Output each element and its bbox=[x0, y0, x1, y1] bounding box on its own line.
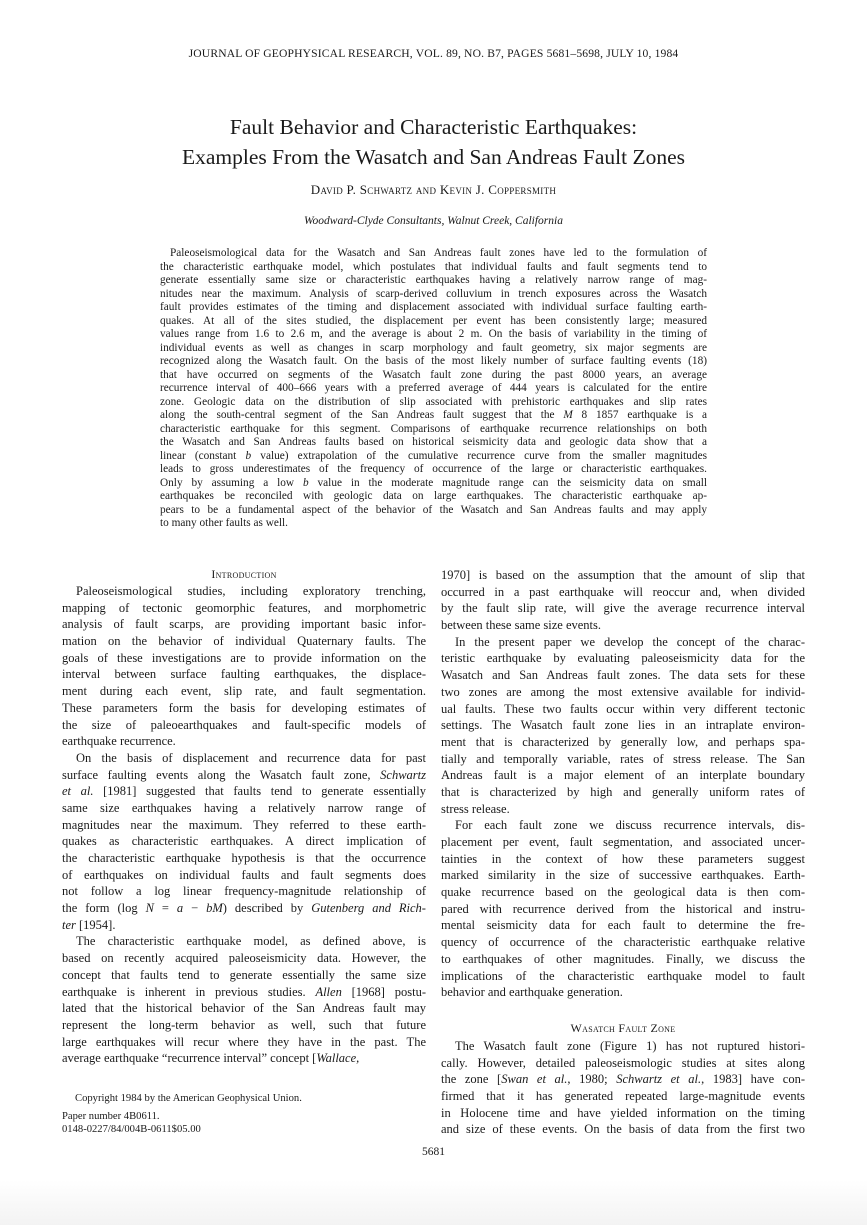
body-line: earthquake is inherent in previous studies. Allen [1968] postu- bbox=[62, 984, 426, 999]
body-line: marked similarity in the size of successive earthquakes. Earth- bbox=[441, 868, 805, 883]
body-line: ment during each event, slip rate, and fault segmentation. bbox=[62, 684, 426, 699]
section-heading-wasatch: Wasatch Fault Zone bbox=[570, 1021, 676, 1035]
abstract-line: along the south-central segment of the San Andreas fault suggest that the M 8 1857 earthquake is a bbox=[160, 409, 708, 421]
body-line: the size of paleoearthquakes and fault-specific models of bbox=[62, 717, 426, 732]
paper-code: 0148-0227/84/004B-0611$05.00 bbox=[62, 1124, 201, 1135]
body-line: in Holocene time and have yielded information on the timing bbox=[441, 1105, 805, 1120]
abstract-line: recurrence interval of 400–666 years with a preferred average of 444 years is calculated for the entire bbox=[160, 382, 707, 394]
left-column bbox=[62, 583, 426, 1067]
body-line: On the basis of displacement and recurrence data for past bbox=[76, 750, 426, 765]
body-line: placement per event, fault segmentation, and associated uncer- bbox=[441, 835, 805, 849]
body-line: mapping of tectonic geomorphic features, and morphometric bbox=[62, 600, 426, 615]
abstract-line: earthquakes be reconciled with geologic data on large earthquakes. The characteristic earthquake ap- bbox=[160, 490, 707, 502]
body-line: ter [1954]. bbox=[62, 917, 116, 932]
body-line: two zones are among the most extensive available for individ- bbox=[441, 684, 805, 699]
abstract-line: characteristic earthquake for this segment. Comparisons of earthquake recurrence relationships on both bbox=[160, 422, 707, 435]
body-line: Wasatch and San Andreas fault zones. The data sets for these bbox=[441, 668, 805, 683]
body-line: cally. However, detailed paleoseismologic studies at sites along bbox=[441, 1055, 805, 1070]
body-line: represent the long-term behavior as well, such that future bbox=[62, 1017, 426, 1032]
body-line: pared with recurrence derived from the historical and instru- bbox=[441, 901, 805, 916]
body-line: ment that is characterized by generally low, and perhaps spa- bbox=[441, 734, 805, 749]
affiliation: Woodward-Clyde Consultants, Walnut Creek, California bbox=[304, 215, 563, 227]
abstract-line: recognized along the Wasatch fault. On the basis of the most likely number of surface faulting events (18) bbox=[160, 355, 707, 367]
body-line: Paleoseismological studies, including exploratory trenching, bbox=[76, 584, 426, 598]
body-line: between these same size events. bbox=[441, 618, 602, 633]
abstract-line: individual events as well as changes in scarp morphology and fault geometry, six major segments are bbox=[160, 341, 707, 354]
abstract-line: quakes. At all of the sites studied, the displacement per event has been consistently large; measured bbox=[160, 314, 707, 327]
body-line: concept that faults tend to generate essentially the same size bbox=[62, 967, 426, 982]
abstract-line: pears to be a fundamental aspect of the behavior of the Wasatch and San Andreas faults and may apply bbox=[160, 503, 707, 516]
abstract-line: that have occurred on segments of the Wasatch fault zone during the past 8000 years, an average bbox=[160, 368, 707, 381]
body-line: 1970] is based on the assumption that the amount of slip that bbox=[441, 568, 805, 582]
body-line: by the fault slip rate, will give the average recurrence interval bbox=[441, 601, 805, 616]
body-line: magnitudes near the maximum. They referred to these earth- bbox=[62, 817, 426, 832]
body-line: goals of these investigations are to provide information on the bbox=[62, 650, 426, 665]
abstract-line: to many other faults as well. bbox=[160, 517, 289, 529]
abstract-line: leads to gross underestimates of the frequency of occurrence of the large or characteristic earthquakes. bbox=[160, 463, 707, 475]
body-line: quake recurrence based on the geological data is then com- bbox=[441, 885, 805, 900]
paper-identifiers bbox=[62, 1110, 201, 1136]
title-line-2: Examples From the Wasatch and San Andreas Fault Zones bbox=[181, 145, 686, 169]
abstract-line: Paleoseismological data for the Wasatch and San Andreas fault zones have led to the formulation of bbox=[170, 247, 707, 259]
abstract-line: fault provides estimates of the timing and displacement associated with individual surface faulting earth- bbox=[160, 301, 707, 313]
body-line: interval between surface faulting earthquakes, the displace- bbox=[62, 667, 426, 682]
abstract-line: the characteristic earthquake model, which postulates that individual faults and fault segments tend to bbox=[160, 260, 707, 273]
paper-title bbox=[0, 112, 867, 172]
section-heading-introduction: Introduction bbox=[211, 567, 277, 581]
abstract-line: zone. Geologic data on the distribution of slip associated with prehistoric earthquakes and slip rates bbox=[160, 395, 707, 408]
body-line: surface faulting events along the Wasatch fault zone, Schwartz bbox=[62, 767, 426, 782]
body-line: behavior and earthquake generation. bbox=[441, 985, 623, 1000]
body-line: the characteristic earthquake hypothesis is that the occurrence bbox=[62, 851, 426, 865]
body-line: settings. The Wasatch fault zone lies in an intraplate environ- bbox=[441, 718, 805, 733]
abstract-line: linear (constant b value) extrapolation of the cumulative recurrence curve from the smaller magnitudes bbox=[160, 449, 707, 462]
body-line: not follow a log linear frequency-magnitude relationship of bbox=[62, 884, 426, 899]
body-line: the form (log N = a − bM) described by Gutenberg and Rich- bbox=[62, 901, 426, 916]
body-line: Andreas fault is a major element of an interplate boundary bbox=[441, 768, 805, 783]
body-line: occurred in a past earthquake will reoccur and, when divided bbox=[441, 584, 805, 599]
body-line: and size of these events. On the basis of data from the first two bbox=[441, 1122, 805, 1137]
body-line: These parameters form the basis for developing estimates of bbox=[62, 700, 426, 715]
title-line-1: Fault Behavior and Characteristic Earthquakes: bbox=[229, 115, 638, 139]
body-line: In the present paper we develop the concept of the charac- bbox=[455, 634, 805, 649]
body-line: et al. [1981] suggested that faults tend to generate essentially bbox=[62, 784, 426, 799]
abstract-line: Only by assuming a low b value in the moderate magnitude range can the seismicity data on small bbox=[160, 476, 707, 489]
paper-number: Paper number 4B0611. bbox=[62, 1111, 160, 1122]
body-line: quency of occurrence of the characteristic earthquake relative bbox=[441, 935, 805, 950]
page-bottom-shadow bbox=[0, 1180, 867, 1225]
abstract-line: nitudes near the maximum. Analysis of scarp-derived colluvium in trench exposures across the Wasatch bbox=[160, 287, 707, 300]
body-line: to earthquakes of other magnitudes. Finally, we discuss the bbox=[441, 951, 805, 966]
body-line: analysis of fault scarps, are providing important basic infor- bbox=[62, 617, 426, 632]
running-head: JOURNAL OF GEOPHYSICAL RESEARCH, VOL. 89, NO. B7, PAGES 5681–5698, JULY 10, 1984 bbox=[188, 47, 679, 60]
abstract-line: values range from 1.6 to 2.6 m, and the average is about 2 m. On the basis of variability in the timing of bbox=[160, 328, 707, 340]
abstract-line: the Wasatch and San Andreas faults based on historical seismicity data and geologic data show that a bbox=[160, 436, 707, 448]
body-line: average earthquake “recurrence interval” concept [Wallace, bbox=[62, 1051, 360, 1066]
body-line: stress release. bbox=[441, 801, 510, 816]
body-line: mental seismicity data for each fault to determine the fre- bbox=[441, 918, 805, 933]
body-line: the zone [Swan et al., 1980; Schwartz et al., 1983] have con- bbox=[441, 1072, 805, 1087]
body-line: The characteristic earthquake model, as defined above, is bbox=[76, 934, 426, 949]
body-line: tially and temporally variable, rates of stress release. The San bbox=[441, 751, 805, 766]
body-line: lated that the historical behavior of the San Andreas fault may bbox=[62, 1001, 426, 1016]
body-line: mation on the behavior of individual Quaternary faults. The bbox=[62, 634, 426, 649]
body-line: that is characterized by high and generally uniform rates of bbox=[441, 784, 805, 799]
body-line: based on recently acquired paleoseismicity data. However, the bbox=[62, 951, 426, 966]
body-line: firmed that it has generated repeated large-magnitude events bbox=[441, 1089, 805, 1104]
body-line: For each fault zone we discuss recurrence intervals, dis- bbox=[455, 818, 805, 833]
body-line: earthquake recurrence. bbox=[62, 734, 176, 749]
body-line: tainties in the context of how these parameters suggest bbox=[441, 851, 805, 866]
body-line: ual faults. These two faults occur within very different tectonic bbox=[441, 701, 805, 716]
abstract bbox=[160, 247, 707, 531]
body-line: implications of the characteristic earthquake model to fault bbox=[441, 968, 805, 983]
right-column-top bbox=[441, 567, 805, 1001]
body-line: large earthquakes will recur where they have in the past. The bbox=[62, 1034, 426, 1049]
right-column-bottom bbox=[441, 1038, 805, 1138]
body-line: of earthquakes on individual faults and fault segments does bbox=[62, 867, 426, 882]
copyright-notice: Copyright 1984 by the American Geophysical Union. bbox=[75, 1093, 302, 1104]
abstract-line: generate essentially same size or characteristic earthquakes having a relatively narrow range of mag- bbox=[160, 274, 707, 286]
page-number: 5681 bbox=[422, 1146, 445, 1158]
body-line: same size earthquakes having a relatively narrow range of bbox=[62, 800, 426, 815]
body-line: teristic earthquake by evaluating paleoseismicity data for the bbox=[441, 651, 805, 666]
body-line: quakes as characteristic earthquakes. A direct implication of bbox=[62, 834, 426, 849]
authors: David P. Schwartz and Kevin J. Coppersmith bbox=[310, 182, 557, 197]
body-line: The Wasatch fault zone (Figure 1) has not ruptured histori- bbox=[455, 1039, 805, 1053]
